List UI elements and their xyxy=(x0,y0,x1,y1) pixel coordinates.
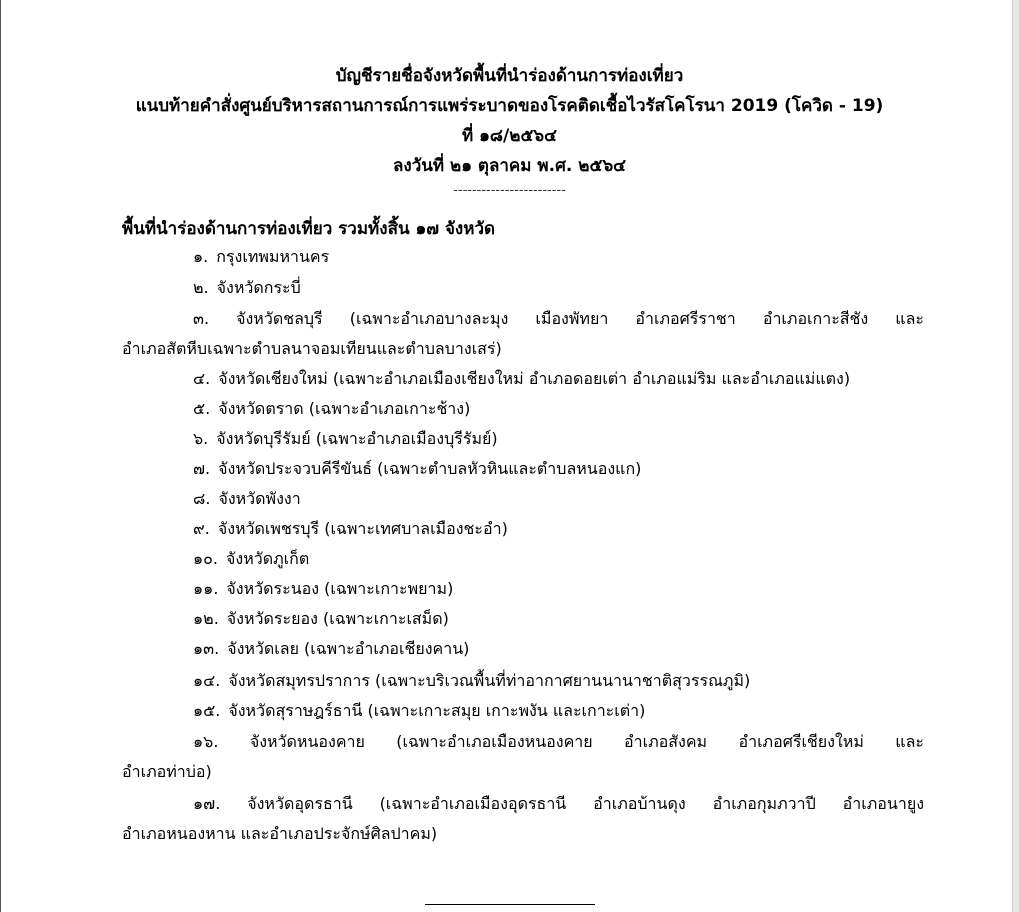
list-item: ๑๗. จังหวัดอุดรธานี (เฉพาะอำเภอเมืองอุดรธานี อำเภอบ้านดุง อำเภอกุมภวาปี อำเภอนายูง xyxy=(193,794,925,813)
closing-rule xyxy=(425,904,595,905)
list-item: ๑๕. จังหวัดสุราษฎร์ธานี (เฉพาะเกาะสมุย เกาะพงัน และเกาะเต่า) xyxy=(193,701,646,720)
list-item: ๔. จังหวัดเชียงใหม่ (เฉพาะอำเภอเมืองเชียงใหม่ อำเภอดอยเต่า อำเภอแม่ริม และอำเภอแม่แตง) xyxy=(193,369,851,388)
list-item: ๖. จังหวัดบุรีรัมย์ (เฉพาะอำเภอเมืองบุรีรัมย์) xyxy=(193,429,498,448)
order-number: ที่ ๑๘/๒๕๖๔ xyxy=(462,126,557,146)
list-item: ๒. จังหวัดกระบี่ xyxy=(193,278,301,297)
document-title: บัญชีรายชื่อจังหวัดพื้นที่นำร่องด้านการท่องเที่ยว xyxy=(335,66,684,86)
list-item: ๗. จังหวัดประจวบคีรีขันธ์ (เฉพาะตำบลหัวหินและตำบลหนองแก) xyxy=(193,459,642,478)
list-item: ๕. จังหวัดตราด (เฉพาะอำเภอเกาะช้าง) xyxy=(193,399,471,418)
list-item: ๓. จังหวัดชลบุรี (เฉพาะอำเภอบางละมุง เมืองพัทยา อำเภอศรีราชา อำเภอเกาะสีชัง และ xyxy=(193,309,925,328)
list-item: ๘. จังหวัดพังงา xyxy=(193,489,301,508)
section-heading: พื้นที่นำร่องด้านการท่องเที่ยว รวมทั้งสิ้น ๑๗ จังหวัด xyxy=(122,219,496,239)
list-item-continuation: อำเภอท่าบ่อ) xyxy=(122,762,212,781)
order-date: ลงวันที่ ๒๑ ตุลาคม พ.ศ. ๒๕๖๔ xyxy=(393,156,626,176)
list-item: ๑. กรุงเทพมหานคร xyxy=(193,247,330,266)
list-item: ๙. จังหวัดเพชรบุรี (เฉพาะเทศบาลเมืองชะอำ) xyxy=(193,519,508,538)
list-item: ๑๔. จังหวัดสมุทรปราการ (เฉพาะบริเวณพื้นที่ท่าอากาศยานนานาชาติสุวรรณภูมิ) xyxy=(193,671,751,690)
list-item: ๑๐. จังหวัดภูเก็ต xyxy=(193,549,310,568)
list-item-continuation: อำเภอสัตหีบเฉพาะตำบลนาจอมเทียนและตำบลบางเสร่) xyxy=(122,339,502,358)
list-item: ๑๒. จังหวัดระยอง (เฉพาะเกาะเสม็ด) xyxy=(193,609,449,628)
list-item: ๑๖. จังหวัดหนองคาย (เฉพาะอำเภอเมืองหนองคาย อำเภอสังคม อำเภอศรีเชียงใหม่ และ xyxy=(193,732,924,751)
document-subtitle: แนบท้ายคำสั่งศูนย์บริหารสถานการณ์การแพร่ระบาดของโรคติดเชื้อไวรัสโคโรนา 2019 (โควิด - 19) xyxy=(135,96,884,116)
list-item: ๑๓. จังหวัดเลย (เฉพาะอำเภอเชียงคาน) xyxy=(193,639,470,658)
list-item-continuation: อำเภอหนองหาน และอำเภอประจักษ์ศิลปาคม) xyxy=(122,824,438,843)
header-divider: ------------------------ xyxy=(453,183,566,198)
list-item: ๑๑. จังหวัดระนอง (เฉพาะเกาะพยาม) xyxy=(193,579,454,598)
